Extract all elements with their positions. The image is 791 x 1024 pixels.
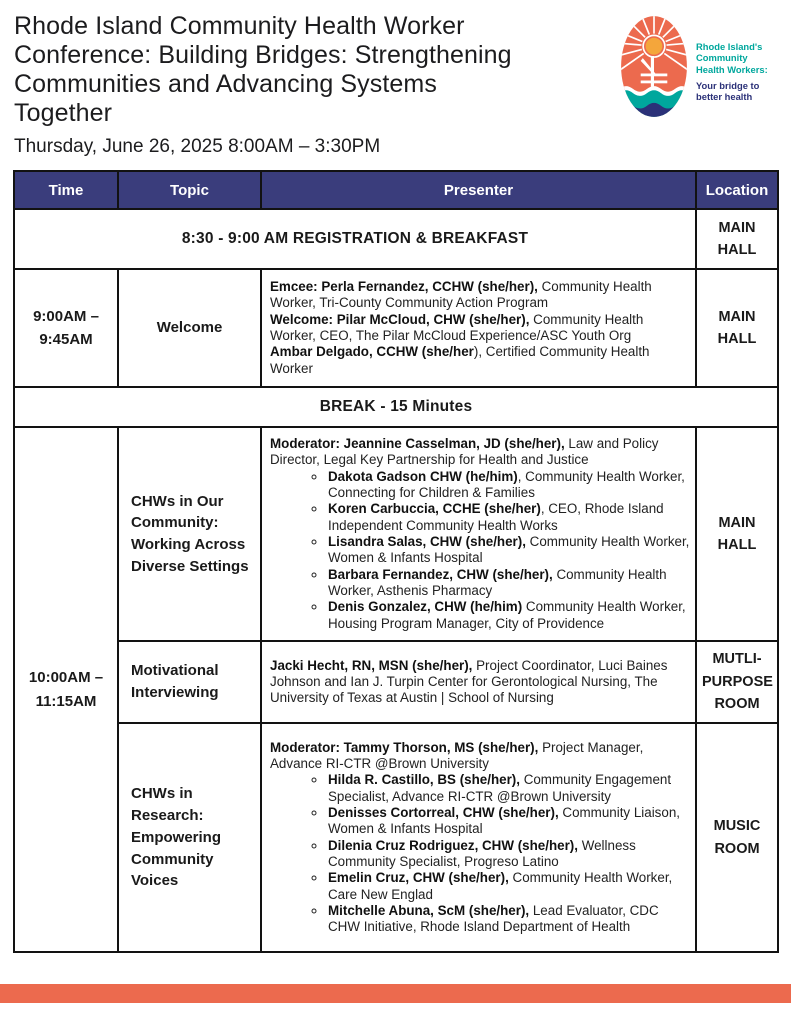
presenter-line: Emcee: Perla Fernandez, CCHW (she/her), Community Health Worker, Tri-County Community Action Program — [270, 278, 652, 311]
presenter-bullet-list — [270, 772, 691, 935]
session-location-motivational: MUTLI-PURPOSE ROOM — [696, 641, 778, 723]
presenter-bullet: ◦ Dakota Gadson CHW (he/him), Community Health Worker, Connecting for Children & Families — [327, 469, 691, 502]
presenter-bullet: ◦ Barbara Fernandez, CHW (she/her), Community Health Worker, Asthenis Pharmacy — [327, 567, 691, 600]
session-topic-community: CHWs in Our Community: Working Across Diverse Settings — [118, 427, 261, 641]
column-header-presenter: Presenter — [261, 171, 696, 209]
schedule-table — [13, 170, 779, 953]
presenter-bullet: ◦ Mitchelle Abuna, ScM (she/her), Lead Evaluator, CDC CHW Initiative, Rhode Island Department of Health — [327, 903, 691, 936]
registration-location: MAIN HALL — [696, 209, 778, 269]
session-location-research: MUSIC ROOM — [696, 723, 778, 952]
session-presenters-research — [261, 723, 696, 952]
session-row-motivational — [14, 641, 778, 723]
presenter-bullet: ◦ Denis Gonzalez, CHW (he/him) Community Health Worker, Housing Program Manager, City of Providence — [327, 599, 691, 632]
table-header-row — [14, 171, 778, 209]
presenter-bullet: ◦ Emelin Cruz, CHW (she/her), Community Health Worker, Care New Englad — [327, 870, 691, 903]
presenter-bullet: ◦ Lisandra Salas, CHW (she/her), Community Health Worker, Women & Infants Hospital — [327, 534, 691, 567]
presenter-bullet: ◦ Dilenia Cruz Rodriguez, CHW (she/her), Wellness Community Specialist, Progreso Latino — [327, 838, 691, 871]
registration-label: 8:30 - 9:00 AM REGISTRATION & BREAKFAST — [14, 209, 696, 269]
session-topic-research: CHWs in Research: Empowering Community Voices — [118, 723, 261, 952]
session-presenters-community — [261, 427, 696, 641]
page-title — [14, 12, 512, 128]
welcome-presenters — [261, 269, 696, 387]
event-date: Thursday, June 26, 2025 8:00AM – 3:30PM — [14, 136, 381, 157]
welcome-location: MAIN HALL — [696, 269, 778, 387]
sun-bridge-wave-logo-icon — [619, 14, 689, 119]
column-header-time: Time — [14, 171, 118, 209]
session-block-time: 10:00AM – 11:15AM — [14, 427, 118, 952]
presenter-line: Welcome: Pilar McCloud, CHW (she/her), Community Health Worker, CEO, The Pilar McCloud Experience/ASC Youth Org — [270, 311, 644, 343]
logo-org-line: Community — [696, 52, 748, 64]
presenter-bullet-list — [270, 469, 691, 632]
column-header-location: Location — [696, 171, 778, 209]
welcome-row — [14, 269, 778, 387]
session-topic-motivational: Motivational Interviewing — [118, 641, 261, 723]
session-row-community — [14, 427, 778, 641]
welcome-time: 9:00AM – 9:45AM — [14, 269, 118, 387]
presenter-line: Jacki Hecht, RN, MSN (she/her), Project Coordinator, Luci Baines Johnson and Ian J. Turpin Center for Gerontological Nursing, The University of Texas at Austin | School of Nursing — [270, 657, 668, 706]
presenter-bullet: ◦ Hilda R. Castillo, BS (she/her), Community Engagement Specialist, Advance RI-CTR @Brown University — [327, 772, 691, 805]
page-title-line: Communities and Advancing Systems — [14, 70, 437, 98]
break-row — [14, 387, 778, 427]
break-label: BREAK - 15 Minutes — [14, 387, 778, 427]
presenter-line: Moderator: Jeannine Casselman, JD (she/her), Law and Policy Director, Legal Key Partnership for Health and Justice — [270, 436, 659, 468]
org-logo — [619, 14, 777, 119]
logo-tagline — [696, 80, 768, 103]
logo-org-line: Health Workers: — [696, 63, 768, 75]
page-title-line: Together — [14, 99, 113, 127]
session-location-community: MAIN HALL — [696, 427, 778, 641]
presenter-line: Moderator: Tammy Thorson, MS (she/her), Project Manager, Advance RI-CTR @Brown University — [270, 739, 644, 771]
session-row-research — [14, 723, 778, 952]
page-title-line: Conference: Building Bridges: Strengthening — [14, 41, 512, 69]
page-header — [0, 0, 791, 128]
logo-tagline-line: Your bridge to — [696, 79, 760, 91]
logo-org-line: Rhode Island's — [696, 41, 763, 52]
logo-text — [696, 14, 768, 119]
footer-accent-bar — [0, 984, 791, 1003]
presenter-bullet: ◦ Koren Carbuccia, CCHE (she/her), CEO, Rhode Island Independent Community Health Works — [327, 501, 691, 534]
presenter-bullet: ◦ Denisses Cortorreal, CHW (she/her), Community Liaison, Women & Infants Hospital — [327, 805, 691, 838]
logo-tagline-line: better health — [696, 91, 753, 103]
column-header-topic: Topic — [118, 171, 261, 209]
page-title-line: Rhode Island Community Health Worker — [14, 12, 465, 40]
logo-org-name — [696, 41, 768, 75]
registration-row — [14, 209, 778, 269]
presenter-line: Ambar Delgado, CCHW (she/her), Certified Community Health Worker — [270, 344, 650, 376]
welcome-topic: Welcome — [118, 269, 261, 387]
session-presenters-motivational — [261, 641, 696, 723]
